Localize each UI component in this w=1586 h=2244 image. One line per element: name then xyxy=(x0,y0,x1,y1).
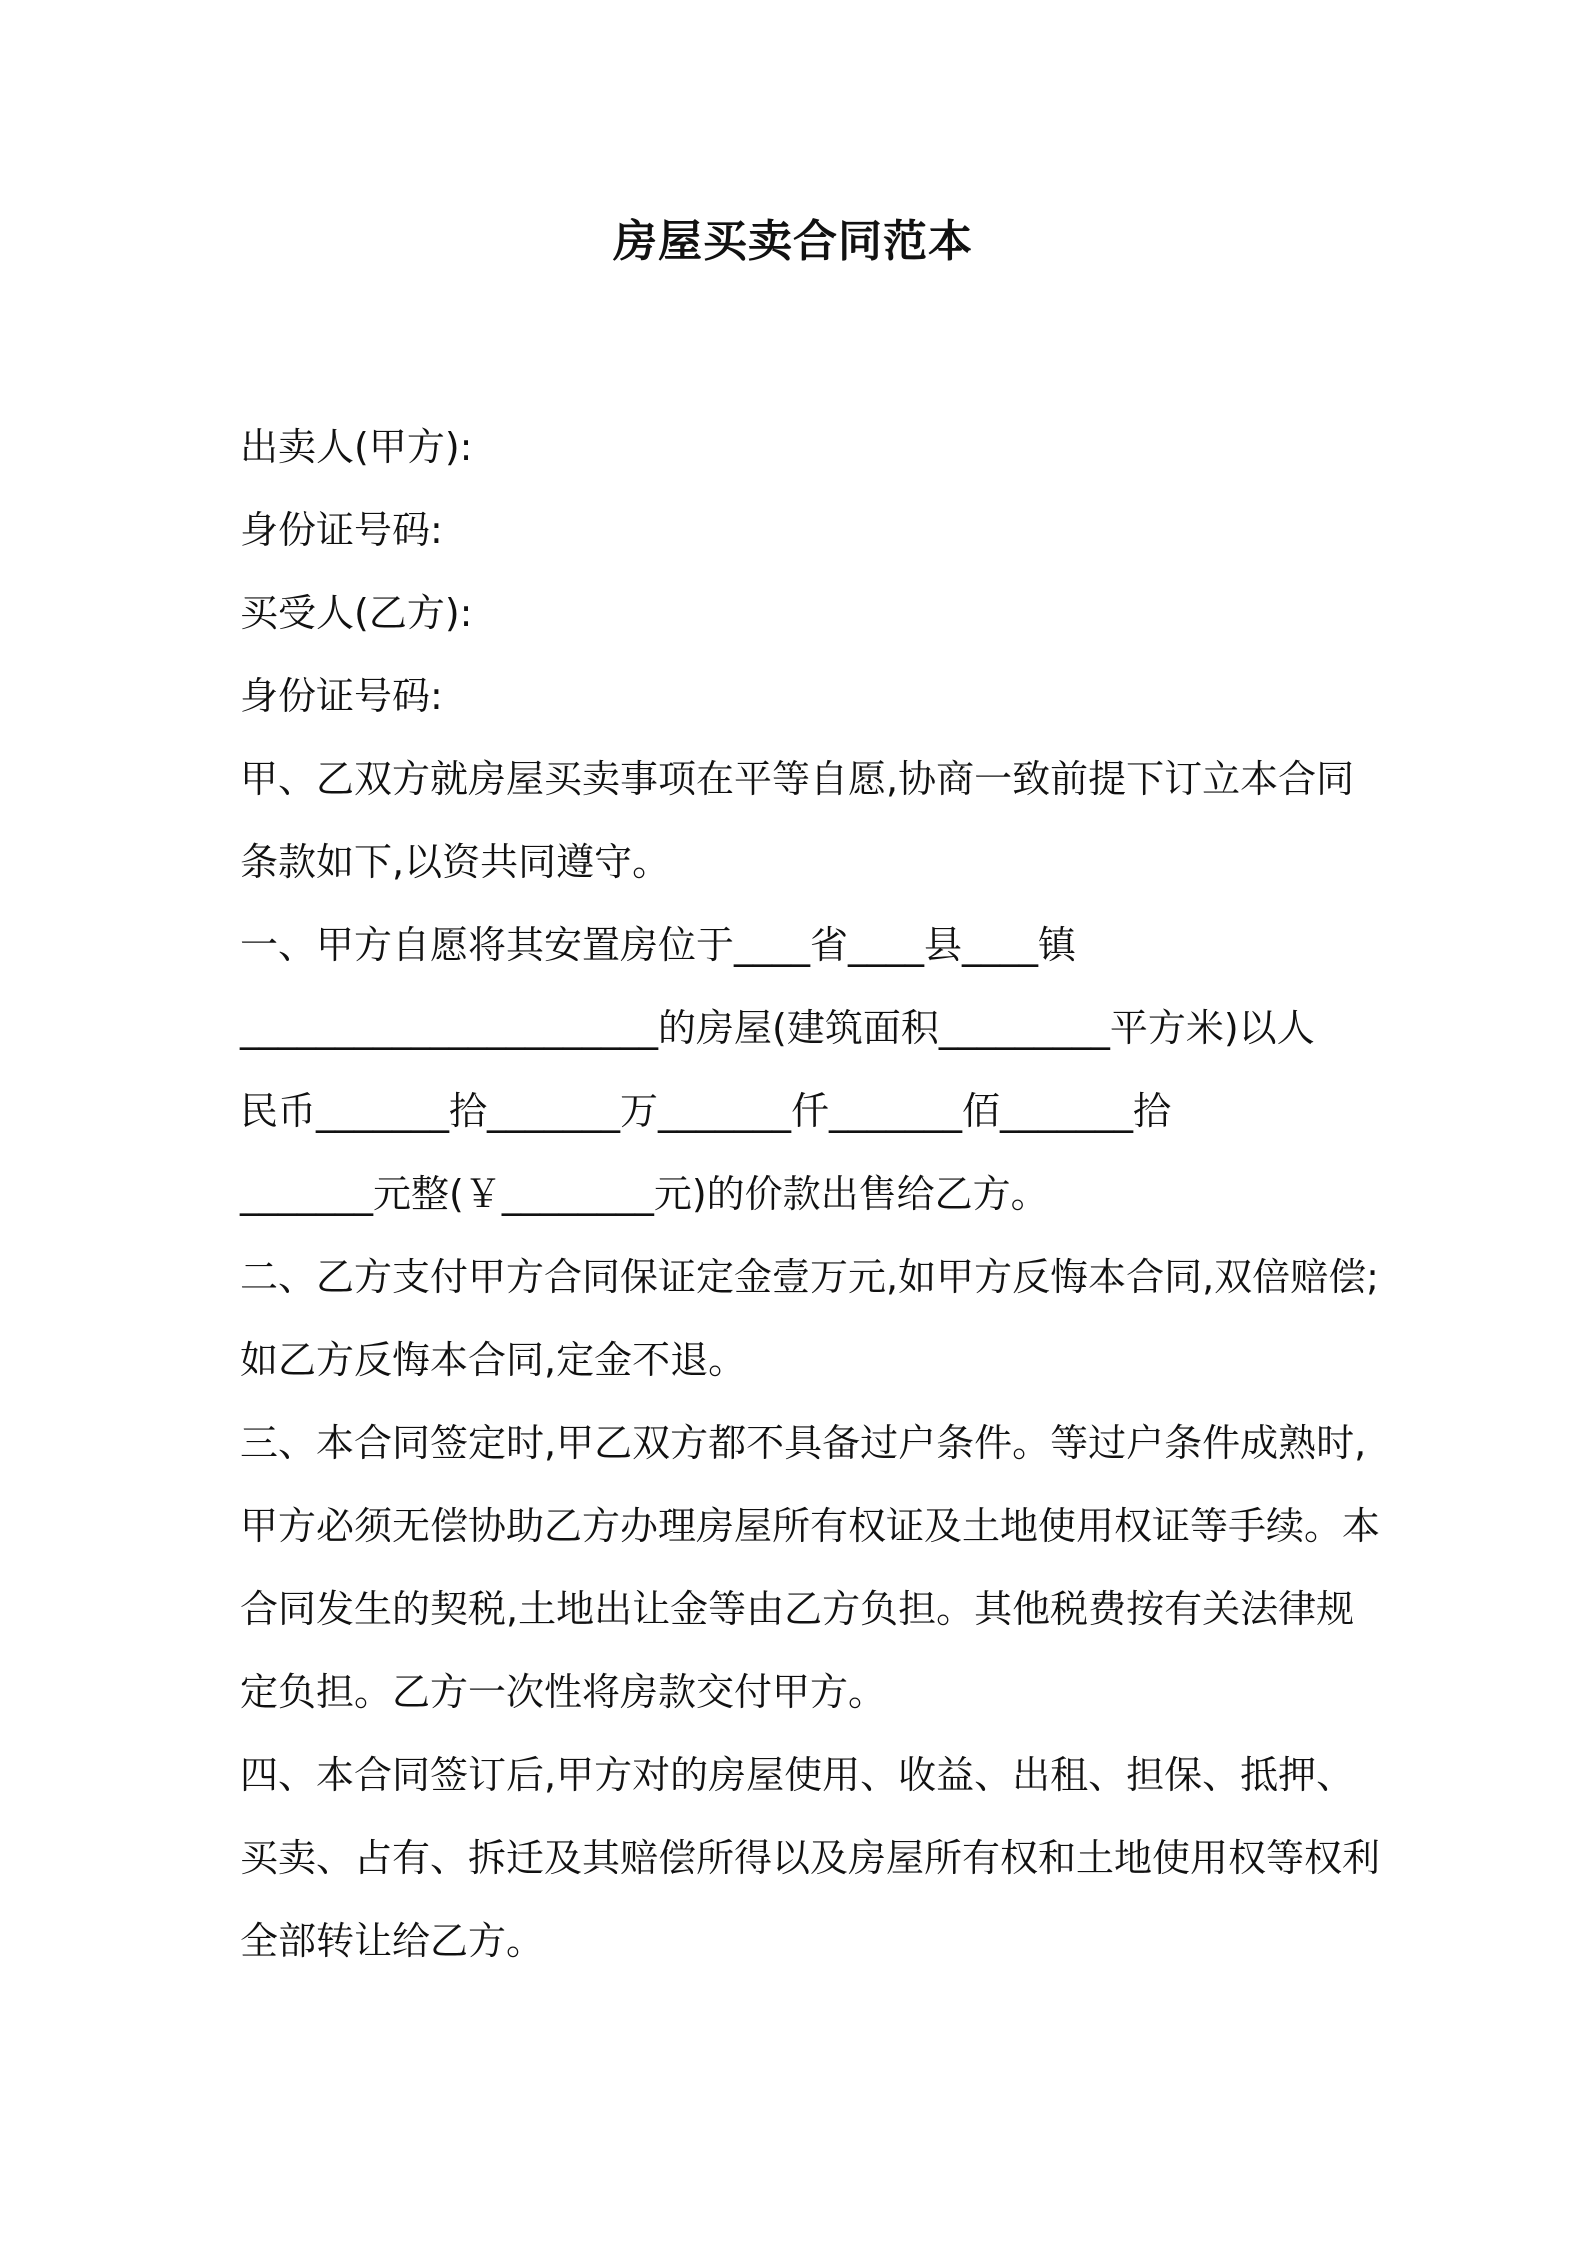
clause-3-line-2: 甲方必须无偿协助乙方办理房屋所有权证及土地使用权证等手续。本 xyxy=(240,1504,1381,1548)
clause-3-line-4: 定负担。乙方一次性将房款交付甲方。 xyxy=(240,1670,887,1714)
document-title: 房屋买卖合同范本 xyxy=(613,216,973,267)
clause-1-line-3: 民币_______拾_______万_______仟_______佰_______拾 xyxy=(240,1089,1172,1133)
clause-1-line-1: 一、甲方自愿将其安置房位于____省____县____镇 xyxy=(240,923,1077,967)
clause-1-line-2: ______________________的房屋(建筑面积_________平方米)以人 xyxy=(240,1006,1315,1050)
clause-4-line-3: 全部转让给乙方。 xyxy=(240,1919,545,1963)
clause-2-line-1: 二、乙方支付甲方合同保证定金壹万元,如甲方反悔本合同,双倍赔偿; xyxy=(240,1255,1379,1299)
clause-4-line-1: 四、本合同签订后,甲方对的房屋使用、收益、出租、担保、抵押、 xyxy=(240,1753,1355,1797)
preamble-line-1: 甲、乙双方就房屋买卖事项在平等自愿,协商一致前提下订立本合同 xyxy=(240,757,1355,801)
clause-1-line-4: _______元整(￥________元)的价款出售给乙方。 xyxy=(240,1172,1049,1216)
clause-4-line-2: 买卖、占有、拆迁及其赔偿所得以及房屋所有权和土地使用权等权利 xyxy=(240,1836,1381,1880)
preamble-line-2: 条款如下,以资共同遵守。 xyxy=(240,840,671,884)
seller-id-line: 身份证号码: xyxy=(240,508,443,552)
buyer-id-line: 身份证号码: xyxy=(240,674,443,718)
seller-line: 出卖人(甲方): xyxy=(240,425,473,469)
clause-3-line-3: 合同发生的契税,土地出让金等由乙方负担。其他税费按有关法律规 xyxy=(240,1587,1355,1631)
contract-body xyxy=(240,406,1381,1983)
clause-2-line-2: 如乙方反悔本合同,定金不退。 xyxy=(240,1338,747,1382)
buyer-line: 买受人(乙方): xyxy=(240,591,473,635)
clause-3-line-1: 三、本合同签定时,甲乙双方都不具备过户条件。等过户条件成熟时, xyxy=(240,1421,1367,1465)
